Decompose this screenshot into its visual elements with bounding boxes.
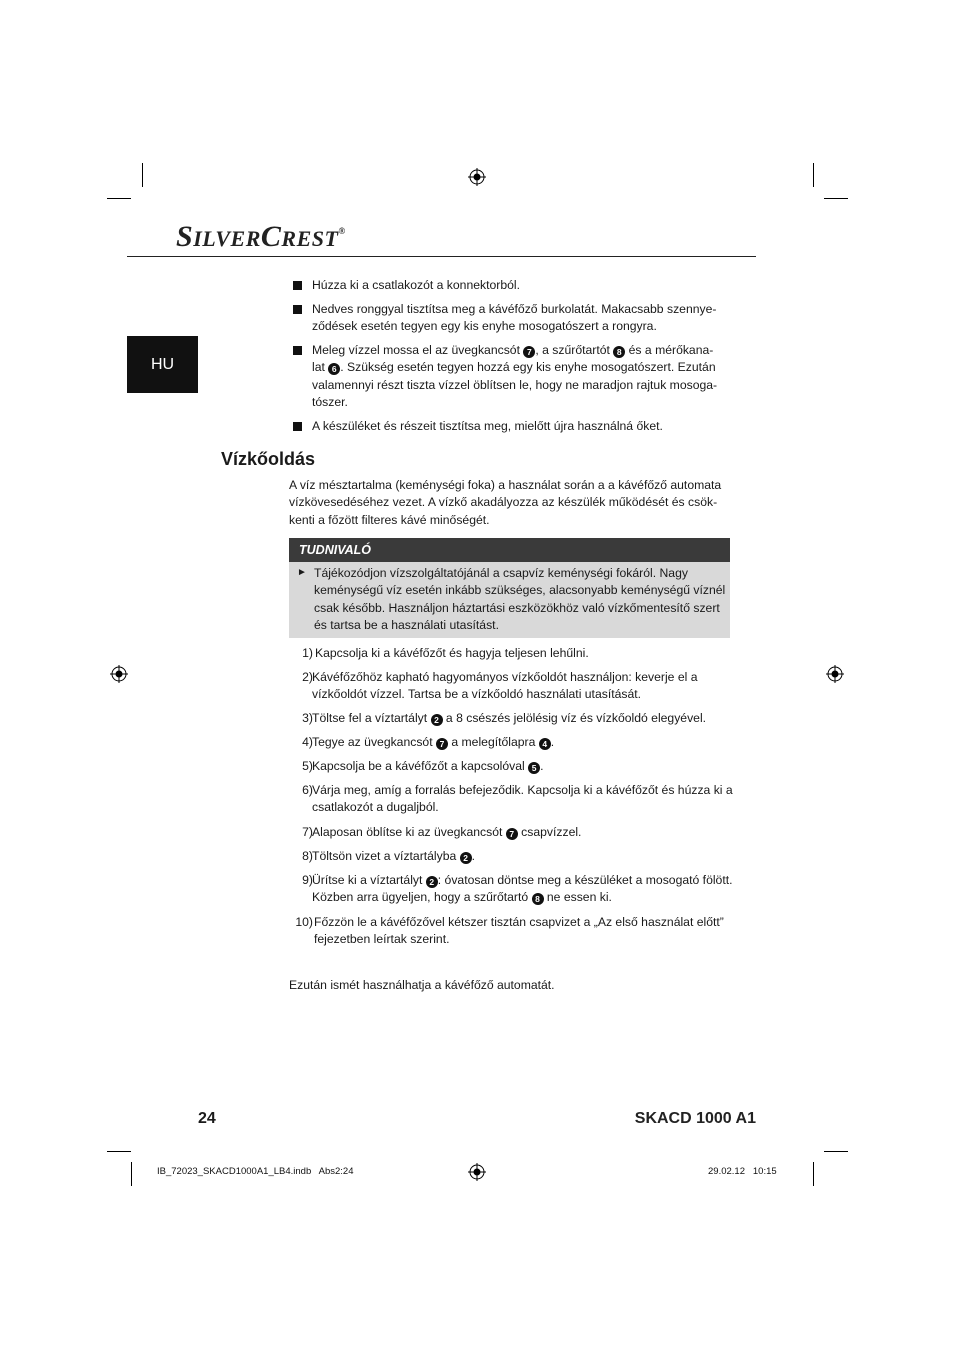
crop-mark [824,198,848,199]
brand-logo: SILVERCREST® [176,220,346,253]
step-text: Kávéfőzőhöz kapható hagyományos vízkőoldót használjon: keverje el a vízkőoldót vízzel. Tartsa be a vízkőoldó használati utasítását. [312,670,698,702]
step-number: 6) [302,783,313,797]
crop-mark [107,1151,131,1152]
part-number-badge: 8 [532,893,544,905]
step-text: Főzzön le a kávéfőzővel kétszer tisztán csapvizet a „Az első használat előtt” fejezetben leírtak szerint. [314,915,724,947]
step-number: 1) [302,646,313,660]
crop-mark [142,163,143,187]
step-text: Tegye az üvegkancsót 7 a melegítőlapra 4 . [312,735,555,749]
list-item [312,301,732,336]
list-item: Húzza ki a csatlakozót a konnektorból. [312,278,520,292]
step-number: 9) [302,873,313,887]
list-item: A készüléket és részeit tisztítsa meg, mielőtt újra használná őket. [312,419,663,433]
crop-mark [131,1162,132,1186]
header-rule [127,256,756,257]
note-heading: TUDNIVALÓ [289,538,730,562]
step-number: 8) [302,849,313,863]
step-number: 3) [302,711,313,725]
step-text: Töltse fel a víztartályt 2 a 8 csészés jelölésig víz és vízkőoldó elegyével. [312,711,707,725]
list-item: Meleg vízzel mossa el az üvegkancsót 7 , a szűrőtartót 8 és a mérőkana- lat 6 . Szükség esetén tegyen hozzá egy kis enyhe mosogatószert. Ezután valamennyi részt tiszta vízzel öblítsen le, hogy ne maradjon rajtuk mosoga-tószer. [312,343,718,409]
language-tab-label: HU [150,355,175,373]
step-text: Töltsön vizet a víztartályba 2 . [312,849,476,863]
step-number: 4) [302,735,313,749]
step-text: Ürítse ki a víztartályt 2 : óvatosan döntse meg a készüléket a mosogató fölött. Közben arra ügyeljen, hogy a szűrőtartó 8 ne essen ki. [312,873,733,905]
crop-mark [824,1151,848,1152]
bullet-square-icon [293,305,302,314]
crop-mark [107,198,131,199]
registration-mark-icon [468,168,486,186]
step-text: Kapcsolja ki a kávéfőzőt és hagyja teljesen lehűlni. [315,646,589,660]
part-number-badge: 7 [523,346,535,358]
crop-mark [813,1162,814,1186]
step-text: Várja meg, amíg a forralás befejeződik. Kapcsolja ki a kávéfőzőt és húzza ki a csatlakozót a dugaljból. [312,783,733,815]
print-slug-file: IB_72023_SKACD1000A1_LB4.indb Abs2:24 [157,1166,354,1177]
bullet-square-icon [293,346,302,355]
crop-mark [813,163,814,187]
arrow-right-icon: ► [297,567,307,578]
print-slug-date: 29.02.12 10:15 [708,1166,777,1177]
registration-mark-icon [110,665,128,683]
step-text: Kapcsolja be a kávéfőzőt a kapcsolóval 5 . [312,759,544,773]
step-text: Alaposan öblítse ki az üvegkancsót 7 csapvízzel. [312,825,582,839]
part-number-badge: 7 [506,828,518,840]
registration-mark-icon [468,1163,486,1181]
part-number-badge: 2 [460,852,472,864]
step-number: 2) [302,670,313,684]
part-number-badge: 4 [539,738,551,750]
part-number-badge: 2 [431,714,443,726]
page-number: 24 [198,1110,216,1127]
bullet-square-icon [293,281,302,290]
part-number-badge: 5 [528,762,540,774]
step-number: 5) [302,759,313,773]
section-title: Vízkőoldás [221,449,316,469]
list-item-text: Nedves ronggyal tisztítsa meg a kávéfőző burkolatát. Makacsabb szennye-ződések esetén tegyen egy kis enyhe mosogatószert a rongyra. [312,302,717,334]
registration-mark-icon [826,665,844,683]
language-tab [127,336,198,393]
step-number: 7) [302,825,313,839]
intro-paragraph: A víz mésztartalma (keménységi foka) a használat során a a kávéfőző automata vízkövesedéséhez vezet. A vízkő akadályozza az készülék működését és csök-kenti a főzött filteres kávé minőségét. [289,478,722,527]
step-number: 10) [295,915,313,929]
part-number-badge: 7 [436,738,448,750]
model-name: SKACD 1000 A1 [634,1110,756,1127]
closing-paragraph: Ezután ismét használhatja a kávéfőző automatát. [289,978,555,992]
part-number-badge: 6 [328,363,340,375]
bullet-square-icon [293,422,302,431]
part-number-badge: 2 [426,876,438,888]
note-text: Tájékozódjon vízszolgáltatójánál a csapvíz keménységi fokáról. Nagy keménységű víz esetén inkább szükséges, alacsonyabb keménységű víznél csak később. Használjon háztartási eszközökhöz való vízkőmentesítő szert és tartsa be a használati utasítást. [314,566,726,632]
part-number-badge: 8 [613,346,625,358]
